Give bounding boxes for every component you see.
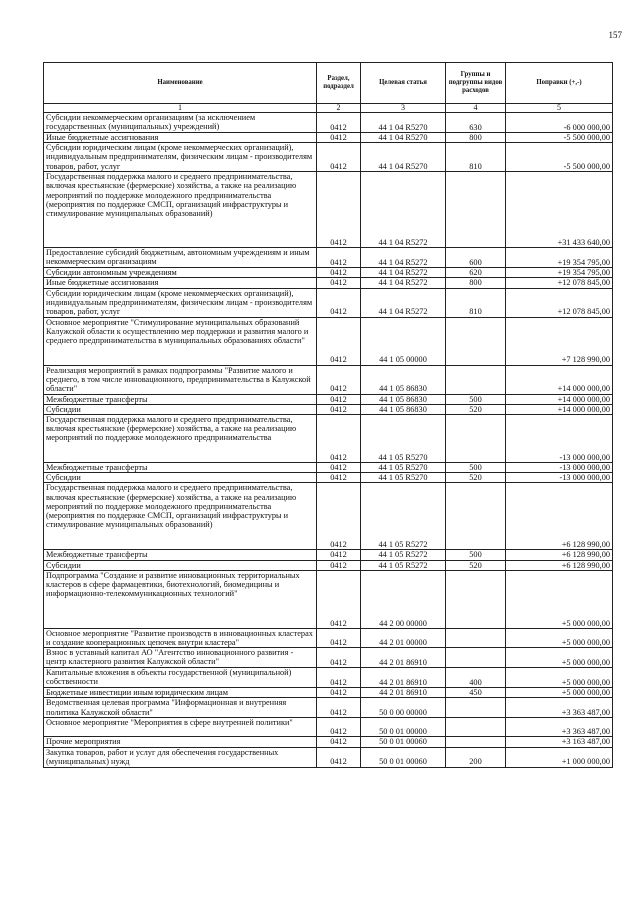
table-row <box>44 133 613 143</box>
row-name: Основное мероприятие "Мероприятия в сфере внутренней политики" <box>44 718 317 737</box>
row-name: Государственная поддержка малого и среднего предпринимательства, включая крестьянские (фермерские) хозяйства, а также на реализацию мероприятий по поддержке молодежного предпринимательства (мероприятия по поддержке СМСП, организаций инфраструктуры и стимулирование муниципальных образований) <box>44 172 317 248</box>
row-group: 500 <box>446 463 506 473</box>
row-group: 520 <box>446 473 506 483</box>
row-section: 0412 <box>317 737 361 747</box>
row-group: 450 <box>446 688 506 698</box>
row-section: 0412 <box>317 268 361 278</box>
table-row <box>44 550 613 560</box>
row-group <box>446 365 506 394</box>
row-section: 0412 <box>317 747 361 767</box>
row-amount: +1 000 000,00 <box>506 747 613 767</box>
table-row <box>44 747 613 767</box>
row-target: 44 1 05 86830 <box>361 394 446 404</box>
row-amount: +5 000 000,00 <box>506 628 613 647</box>
table-row <box>44 463 613 473</box>
row-section: 0412 <box>317 365 361 394</box>
row-amount: +31 433 640,00 <box>506 172 613 248</box>
row-amount: +14 000 000,00 <box>506 365 613 394</box>
row-target: 44 2 01 86910 <box>361 668 446 688</box>
row-amount: +6 128 990,00 <box>506 560 613 570</box>
row-name: Субсидии юридическим лицам (кроме некоммерческих организаций), индивидуальным предпринимателям, физическим лицам - производителям товаров, работ, услуг <box>44 288 317 317</box>
table-row <box>44 737 613 747</box>
row-amount: -5 500 000,00 <box>506 143 613 172</box>
row-name: Предоставление субсидий бюджетным, автономным учреждениям и иным некоммерческим организациям <box>44 248 317 268</box>
table-row <box>44 560 613 570</box>
column-number: 4 <box>446 104 506 113</box>
table-row <box>44 394 613 404</box>
row-group <box>446 737 506 747</box>
row-target: 44 1 05 86830 <box>361 365 446 394</box>
row-section: 0412 <box>317 560 361 570</box>
row-target: 44 2 01 86910 <box>361 648 446 668</box>
row-group <box>446 570 506 628</box>
row-amount: -13 000 000,00 <box>506 415 613 463</box>
row-amount: +5 000 000,00 <box>506 688 613 698</box>
row-group: 800 <box>446 278 506 288</box>
row-amount: -5 500 000,00 <box>506 133 613 143</box>
row-section: 0412 <box>317 698 361 718</box>
column-number: 5 <box>506 104 613 113</box>
row-name: Государственная поддержка малого и среднего предпринимательства, включая крестьянские (фермерские) хозяйства, а также на реализацию мероприятий по поддержке молодежного предпринимательства <box>44 415 317 463</box>
column-number: 1 <box>44 104 317 113</box>
row-target: 44 1 04 R5272 <box>361 268 446 278</box>
table-header-row <box>44 63 613 104</box>
row-group: 200 <box>446 747 506 767</box>
row-target: 50 0 00 00000 <box>361 698 446 718</box>
row-target: 44 2 01 00000 <box>361 628 446 647</box>
row-name: Ведомственная целевая программа "Информационная и внутренняя политика Калужской области" <box>44 698 317 718</box>
row-name: Субсидии <box>44 560 317 570</box>
row-name: Прочие мероприятия <box>44 737 317 747</box>
row-name: Иные бюджетные ассигнования <box>44 278 317 288</box>
row-group <box>446 172 506 248</box>
row-group: 810 <box>446 143 506 172</box>
row-name: Субсидии юридическим лицам (кроме некоммерческих организаций), индивидуальным предпринимателям, физическим лицам - производителям товаров, работ, услуг <box>44 143 317 172</box>
row-section: 0412 <box>317 648 361 668</box>
row-name: Взнос в уставный капитал АО "Агентство инновационного развития - центр кластерного развития Калужской области" <box>44 648 317 668</box>
row-name: Государственная поддержка малого и среднего предпринимательства, включая крестьянские (фермерские) хозяйства, а также на реализацию мероприятий по поддержке молодежного предпринимательства (мероприятия по поддержке СМСП, организаций инфраструктуры и стимулирование муниципальных образований) <box>44 483 317 550</box>
row-section: 0412 <box>317 415 361 463</box>
row-target: 44 2 01 86910 <box>361 688 446 698</box>
row-amount: +3 363 487,00 <box>506 698 613 718</box>
row-amount: -6 000 000,00 <box>506 113 613 133</box>
row-section: 0412 <box>317 248 361 268</box>
row-amount: +6 128 990,00 <box>506 483 613 550</box>
row-name: Субсидии некоммерческим организациям (за исключением государственных (муниципальных) учреждений) <box>44 113 317 133</box>
row-target: 44 1 04 R5272 <box>361 248 446 268</box>
row-section: 0412 <box>317 317 361 365</box>
row-section: 0412 <box>317 718 361 737</box>
row-group: 810 <box>446 288 506 317</box>
row-target: 44 1 05 R5270 <box>361 463 446 473</box>
table-row <box>44 113 613 133</box>
row-name: Субсидии <box>44 404 317 414</box>
row-group: 630 <box>446 113 506 133</box>
header-groups: Группы и подгруппы видов расходов <box>446 63 506 104</box>
table-row <box>44 172 613 248</box>
row-name: Субсидии автономным учреждениям <box>44 268 317 278</box>
row-name: Межбюджетные трансферты <box>44 463 317 473</box>
row-section: 0412 <box>317 688 361 698</box>
row-target: 50 0 01 00000 <box>361 718 446 737</box>
row-target: 44 1 05 R5272 <box>361 560 446 570</box>
row-group <box>446 317 506 365</box>
row-target: 44 1 05 R5270 <box>361 473 446 483</box>
header-target: Целевая статья <box>361 63 446 104</box>
table-row <box>44 718 613 737</box>
row-amount: +6 128 990,00 <box>506 550 613 560</box>
column-number: 3 <box>361 104 446 113</box>
row-amount: +3 163 487,00 <box>506 737 613 747</box>
column-number: 2 <box>317 104 361 113</box>
column-number-row <box>44 104 613 113</box>
table-row <box>44 288 613 317</box>
row-group: 500 <box>446 550 506 560</box>
row-group <box>446 718 506 737</box>
table-row <box>44 648 613 668</box>
row-group <box>446 698 506 718</box>
row-section: 0412 <box>317 483 361 550</box>
row-group <box>446 415 506 463</box>
table-row <box>44 365 613 394</box>
row-group: 520 <box>446 560 506 570</box>
row-name: Реализация мероприятий в рамках подпрограммы "Развитие малого и среднего, в том числе инновационного, предпринимательства в Калужской области" <box>44 365 317 394</box>
table-row <box>44 570 613 628</box>
table-row <box>44 248 613 268</box>
row-amount: +5 000 000,00 <box>506 648 613 668</box>
table-row <box>44 628 613 647</box>
row-section: 0412 <box>317 550 361 560</box>
row-section: 0412 <box>317 463 361 473</box>
row-target: 44 1 05 86830 <box>361 404 446 414</box>
header-name: Наименование <box>44 63 317 104</box>
row-amount: -13 000 000,00 <box>506 473 613 483</box>
row-target: 44 1 05 00000 <box>361 317 446 365</box>
row-amount: +12 078 845,00 <box>506 278 613 288</box>
table-row <box>44 317 613 365</box>
row-target: 44 1 04 R5272 <box>361 172 446 248</box>
row-amount: +14 000 000,00 <box>506 404 613 414</box>
row-target: 44 2 00 00000 <box>361 570 446 628</box>
row-name: Капитальные вложения в объекты государственной (муниципальной) собственности <box>44 668 317 688</box>
row-section: 0412 <box>317 570 361 628</box>
row-name: Основное мероприятие "Развитие производств в инновационных кластерах и создание кооперационных цепочек внутри кластера" <box>44 628 317 647</box>
row-name: Бюджетные инвестиции иным юридическим лицам <box>44 688 317 698</box>
row-target: 44 1 04 R5270 <box>361 113 446 133</box>
row-amount: +14 000 000,00 <box>506 394 613 404</box>
row-amount: +19 354 795,00 <box>506 248 613 268</box>
row-name: Закупка товаров, работ и услуг для обеспечения государственных (муниципальных) нужд <box>44 747 317 767</box>
row-section: 0412 <box>317 288 361 317</box>
table-row <box>44 483 613 550</box>
table-row <box>44 473 613 483</box>
row-group: 400 <box>446 668 506 688</box>
row-target: 44 1 05 R5272 <box>361 550 446 560</box>
table-row <box>44 415 613 463</box>
row-amount: +7 128 990,00 <box>506 317 613 365</box>
page-number: 157 <box>608 30 622 40</box>
row-group: 800 <box>446 133 506 143</box>
header-section: Раздел, подраздел <box>317 63 361 104</box>
row-target: 44 1 04 R5270 <box>361 133 446 143</box>
row-section: 0412 <box>317 394 361 404</box>
row-group: 600 <box>446 248 506 268</box>
row-target: 44 1 04 R5270 <box>361 143 446 172</box>
row-group: 620 <box>446 268 506 278</box>
row-group: 520 <box>446 404 506 414</box>
budget-amendments-table <box>43 62 613 768</box>
row-target: 44 1 05 R5270 <box>361 415 446 463</box>
row-amount: +12 078 845,00 <box>506 288 613 317</box>
row-name: Межбюджетные трансферты <box>44 550 317 560</box>
row-section: 0412 <box>317 133 361 143</box>
row-section: 0412 <box>317 143 361 172</box>
row-amount: +3 363 487,00 <box>506 718 613 737</box>
row-target: 44 1 05 R5272 <box>361 483 446 550</box>
row-section: 0412 <box>317 404 361 414</box>
row-name: Основное мероприятие "Стимулирование муниципальных образований Калужской области к осуществлению мер поддержки и развития малого и среднего предпринимательства в муниципальных образованиях области" <box>44 317 317 365</box>
row-section: 0412 <box>317 628 361 647</box>
row-amount: +5 000 000,00 <box>506 668 613 688</box>
row-amount: +5 000 000,00 <box>506 570 613 628</box>
row-amount: -13 000 000,00 <box>506 463 613 473</box>
row-name: Подпрограмма "Создание и развитие инновационных территориальных кластеров в сфере фармацевтики, биотехнологий, биомедицины и информационно-телекоммуникационных технологий" <box>44 570 317 628</box>
row-name: Субсидии <box>44 473 317 483</box>
row-section: 0412 <box>317 113 361 133</box>
row-section: 0412 <box>317 278 361 288</box>
row-target: 50 0 01 00060 <box>361 747 446 767</box>
table-row <box>44 268 613 278</box>
row-group: 500 <box>446 394 506 404</box>
row-section: 0412 <box>317 473 361 483</box>
row-group <box>446 648 506 668</box>
row-target: 50 0 01 00060 <box>361 737 446 747</box>
row-name: Межбюджетные трансферты <box>44 394 317 404</box>
row-target: 44 1 04 R5272 <box>361 288 446 317</box>
table-row <box>44 404 613 414</box>
header-amount: Поправки (+,-) <box>506 63 613 104</box>
table-row <box>44 688 613 698</box>
row-section: 0412 <box>317 668 361 688</box>
row-amount: +19 354 795,00 <box>506 268 613 278</box>
row-group <box>446 483 506 550</box>
row-section: 0412 <box>317 172 361 248</box>
table-row <box>44 698 613 718</box>
row-name: Иные бюджетные ассигнования <box>44 133 317 143</box>
table-row <box>44 278 613 288</box>
row-target: 44 1 04 R5272 <box>361 278 446 288</box>
row-group <box>446 628 506 647</box>
table-row <box>44 143 613 172</box>
table-row <box>44 668 613 688</box>
